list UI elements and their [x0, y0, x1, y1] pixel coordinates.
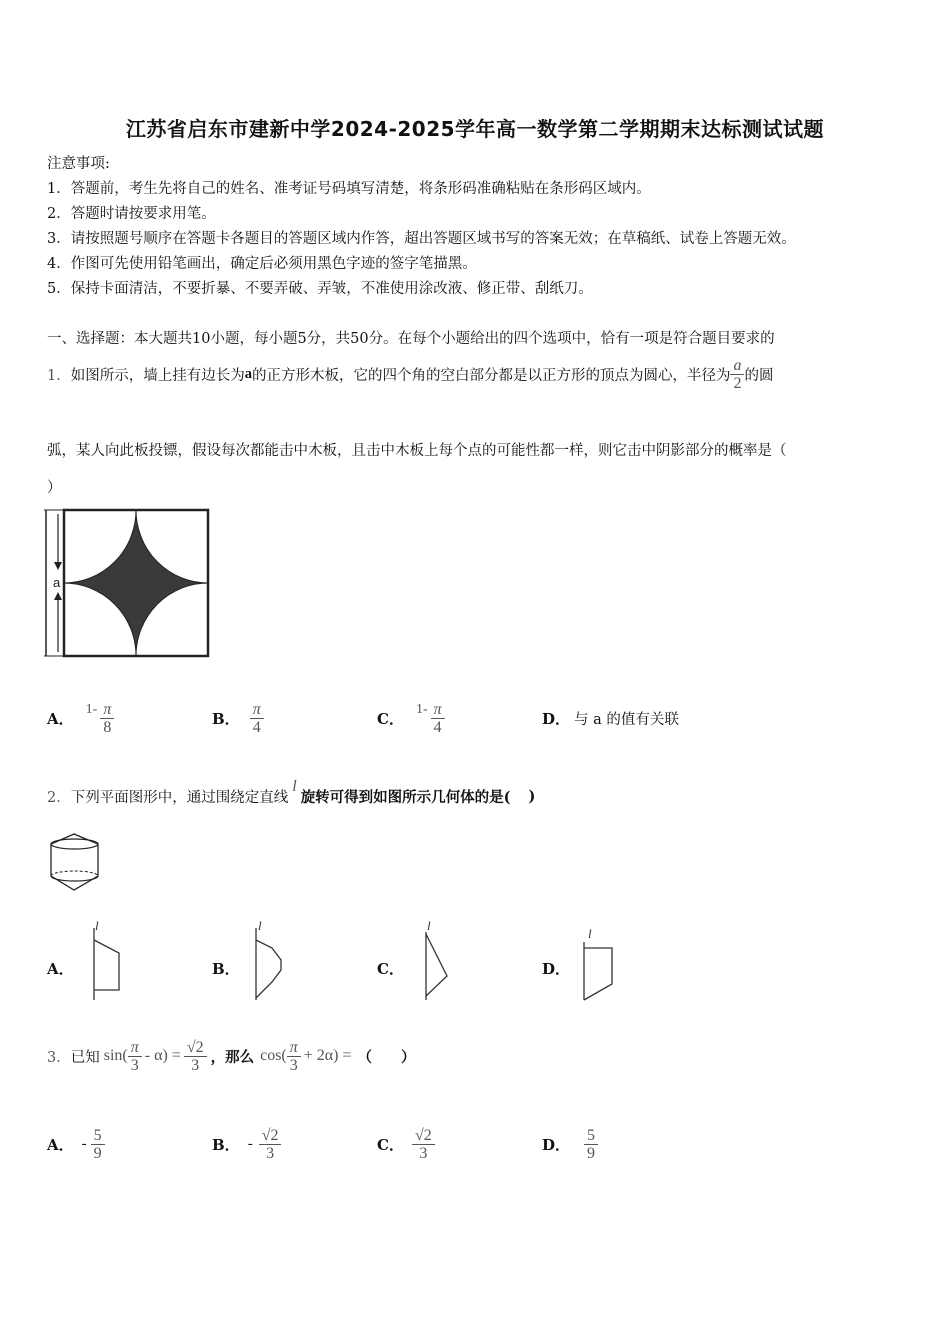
- q1-option-d-label: D．: [542, 709, 571, 728]
- q3-option-c[interactable]: [377, 1116, 435, 1172]
- q3-option-b-sign: -: [247, 1135, 253, 1152]
- q3-cos-fraction: [287, 1039, 301, 1074]
- q3-option-b-fraction: [259, 1127, 282, 1162]
- q1-option-c[interactable]: [377, 696, 445, 740]
- q3-rhs-den: 3: [191, 1056, 200, 1074]
- q3-option-c-label: C．: [377, 1135, 404, 1154]
- q3-option-a-label: A．: [47, 1135, 74, 1154]
- q2-option-c-figure[interactable]: [417, 918, 462, 1004]
- q3-cos-num: π: [289, 1038, 298, 1056]
- q3-paren: （ ）: [357, 1048, 416, 1066]
- q1-option-b[interactable]: [212, 696, 264, 740]
- q3-option-b[interactable]: [212, 1116, 281, 1172]
- q3-sin-fraction: [128, 1039, 142, 1074]
- hexagon-half-shape: [256, 940, 281, 998]
- q3-sin-den: 3: [130, 1056, 139, 1074]
- q3-option-d-num: 5: [587, 1126, 596, 1144]
- q2-var-l: l: [292, 778, 297, 795]
- q1-var-a: a: [244, 365, 252, 382]
- q2-option-b[interactable]: B．: [212, 960, 240, 978]
- q1-figure: [44, 506, 214, 660]
- axis-label: l: [95, 918, 99, 933]
- q3-option-d-fraction: [584, 1127, 598, 1162]
- notice-item-2: 2．答题时请按要求用笔。: [47, 206, 216, 222]
- q3-option-a-den: 9: [93, 1144, 102, 1162]
- q1-number: 1．: [47, 367, 71, 384]
- q1-text-line2: 弧，某人向此板投镖，假设每次都能击中木板，且击中木板上每个点的可能性都一样，则它击中阴影部分的概率是（: [47, 443, 787, 459]
- q3-option-d[interactable]: [542, 1116, 598, 1172]
- q3-option-c-den: 3: [419, 1144, 428, 1162]
- q3-option-d-den: 9: [587, 1144, 596, 1162]
- q3-rhs-fraction: [184, 1039, 207, 1074]
- q3-option-c-num: √2: [414, 1126, 432, 1144]
- q1-option-c-prefix: 1-: [415, 702, 428, 717]
- q1-text-b: 的正方形木板，它的四个角的空白部分都是以正方形的顶点为圆心，半径为: [251, 367, 731, 384]
- notice-heading: 注意事项:: [47, 156, 110, 172]
- q1-option-a-fraction: [100, 701, 114, 736]
- notice-item-5: 5．保持卡面清洁，不要折暴、不要弄破、弄皱，不准使用涂改液、修正带、刮纸刀。: [47, 281, 593, 297]
- q2-option-a-figure[interactable]: [85, 918, 130, 1004]
- q1-option-b-num: π: [252, 700, 261, 718]
- q3-cos-den: 3: [289, 1056, 298, 1074]
- shaded-region: [64, 510, 208, 656]
- q2-option-a[interactable]: A．: [47, 960, 74, 978]
- q3-rhs-num: √2: [186, 1038, 204, 1056]
- q2-solid-figure: [46, 832, 106, 894]
- q3-option-d-label: D．: [542, 1135, 571, 1154]
- q1-option-a-den: 8: [103, 718, 112, 736]
- q2-number: 2．: [47, 789, 71, 806]
- question-3: [47, 1028, 416, 1084]
- q2-option-d[interactable]: D．: [542, 960, 571, 978]
- q1-text-c: 的圆: [744, 367, 774, 384]
- q1-option-b-fraction: [250, 701, 264, 736]
- q2-option-c[interactable]: C．: [377, 960, 404, 978]
- q3-option-b-den: 3: [266, 1144, 275, 1162]
- q1-option-a[interactable]: [47, 696, 114, 740]
- q1-option-c-den: 4: [433, 718, 442, 736]
- q1-radius-num: a: [733, 356, 742, 374]
- q3-sin-tail: - α) =: [144, 1047, 181, 1064]
- q3-cos-fn: cos(: [260, 1047, 287, 1064]
- q2-option-d-figure[interactable]: [576, 926, 621, 1006]
- q1-radius-fraction: [730, 357, 744, 392]
- q2-text-b: 旋转可得到如图所示几何体的是(: [300, 788, 511, 806]
- q1-option-b-label: B．: [212, 709, 240, 728]
- q3-option-c-fraction: [412, 1127, 435, 1162]
- q3-option-b-label: B．: [212, 1135, 240, 1154]
- section-heading: 一、选择题：本大题共10小题，每小题5分，共50分。在每个小题给出的四个选项中，恰有一项是符合题目要求的: [47, 331, 775, 347]
- q3-option-b-num: √2: [261, 1126, 279, 1144]
- q3-option-a-fraction: [91, 1127, 105, 1162]
- q2-option-b-figure[interactable]: [248, 918, 293, 1004]
- axis-label: l: [588, 926, 592, 941]
- q1-option-c-num: π: [433, 700, 442, 718]
- notice-item-1: 1．答题前，考生先将自己的姓名、准考证号码填写清楚，将条形码准确粘贴在条形码区域内。: [47, 181, 651, 197]
- q1-option-a-label: A．: [47, 709, 74, 728]
- q1-option-d[interactable]: [542, 696, 679, 740]
- trapezoid-shape: [584, 948, 612, 1000]
- q3-option-a-num: 5: [93, 1126, 102, 1144]
- question-1-line1: [47, 352, 907, 396]
- q2-text-a: 下列平面图形中，通过围绕定直线: [70, 789, 289, 806]
- q3-sin-num: π: [130, 1038, 139, 1056]
- triangle-shape: [426, 934, 447, 996]
- q2-text-c: ): [528, 787, 536, 805]
- q1-text-a: 如图所示，墙上挂有边长为: [70, 367, 245, 384]
- q3-cos-tail: + 2α) =: [303, 1047, 352, 1064]
- side-label-a: a: [53, 575, 61, 590]
- q1-option-c-fraction: [431, 701, 445, 736]
- q1-radius-den: 2: [733, 374, 742, 392]
- axis-label: l: [258, 918, 262, 933]
- q1-option-a-prefix: 1-: [85, 702, 98, 717]
- notice-item-3: 3．请按照题号顺序在答题卡各题目的答题区域内作答，超出答题区域书写的答案无效；在草稿纸、试卷上答题无效。: [47, 231, 796, 247]
- q1-option-a-num: π: [103, 700, 112, 718]
- axis-label: l: [427, 918, 431, 933]
- trapezoid-shape: [94, 940, 119, 990]
- q3-text-b: ，那么: [210, 1048, 255, 1066]
- q3-option-a-sign: -: [81, 1135, 87, 1152]
- q3-text-a: 已知: [70, 1049, 100, 1066]
- q3-number: 3．: [47, 1049, 71, 1066]
- q1-text-line3: ）: [47, 480, 62, 496]
- q3-option-a[interactable]: [47, 1116, 105, 1172]
- q1-option-b-den: 4: [252, 718, 261, 736]
- q1-option-d-text: 与 a 的值有关联: [574, 711, 679, 728]
- q3-sin-fn: sin(: [103, 1047, 128, 1064]
- question-2: [47, 774, 535, 818]
- notice-item-4: 4．作图可先使用铅笔画出，确定后必须用黑色字迹的签字笔描黑。: [47, 256, 477, 272]
- page-title: 江苏省启东市建新中学2024-2025学年高一数学第二学期期末达标测试试题: [125, 117, 825, 141]
- q1-option-c-label: C．: [377, 709, 404, 728]
